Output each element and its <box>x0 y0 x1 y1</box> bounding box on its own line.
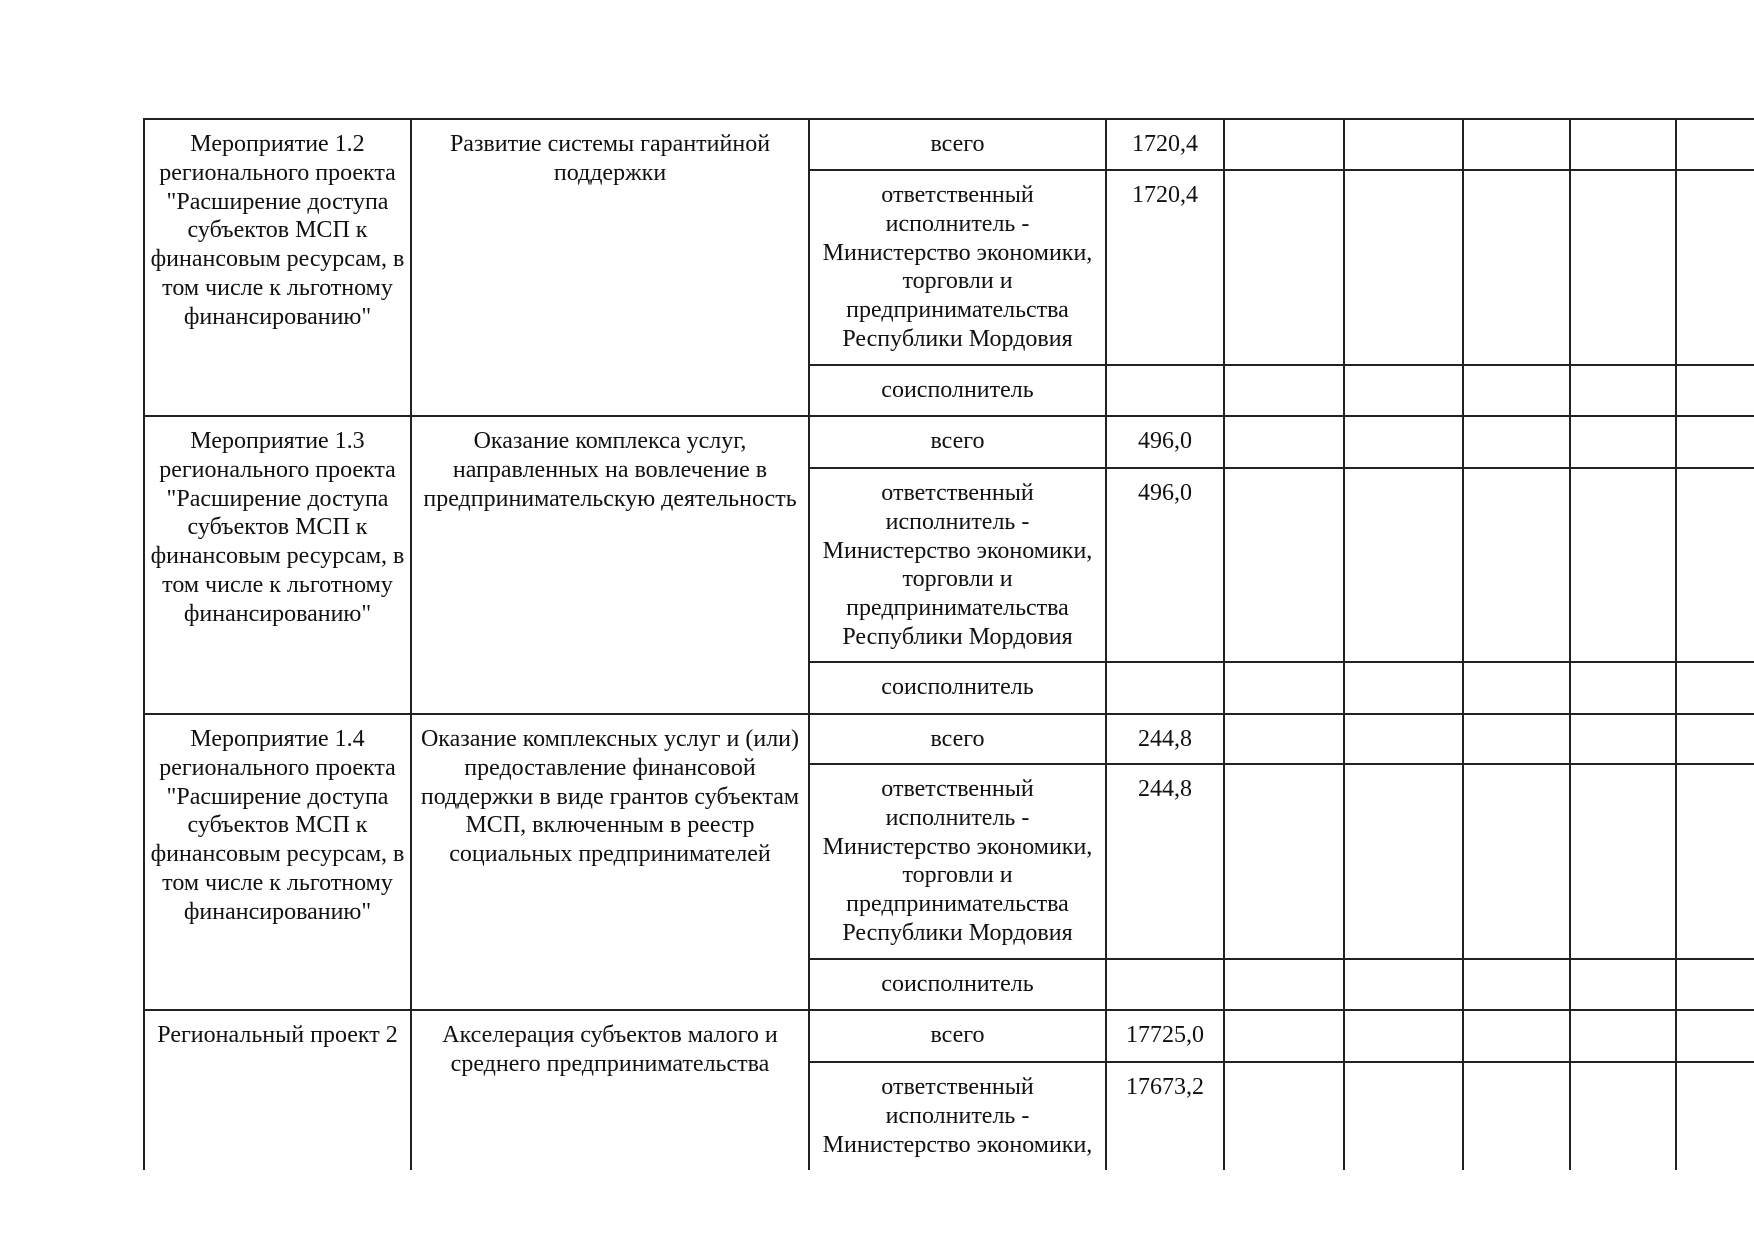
funding-source-cell: всего <box>809 1010 1106 1062</box>
measure-name-cell: Оказание комплекса услуг, направленных на вовлечение в предпринимательскую деятельность <box>411 416 809 714</box>
empty-year-cell <box>1570 119 1676 170</box>
empty-year-cell <box>1344 416 1463 468</box>
table-row <box>144 1010 1754 1062</box>
measure-cell: Мероприятие 1.3 регионального проекта "Расширение доступа субъектов МСП к финансовым ресурсам, в том числе к льготному финансированию" <box>144 416 411 714</box>
amount-cell: 496,0 <box>1106 468 1224 662</box>
empty-year-cell <box>1344 468 1463 662</box>
empty-year-cell <box>1224 714 1344 764</box>
measure-name-cell: Оказание комплексных услуг и (или) предоставление финансовой поддержки в виде грантов субъектам МСП, включенным в реестр социальных предпринимателей <box>411 714 809 1010</box>
empty-year-cell <box>1344 119 1463 170</box>
empty-year-cell <box>1463 170 1570 365</box>
empty-year-cell <box>1224 119 1344 170</box>
empty-year-cell <box>1344 662 1463 714</box>
empty-year-cell <box>1463 714 1570 764</box>
amount-cell: 1720,4 <box>1106 119 1224 170</box>
empty-year-cell <box>1570 959 1676 1010</box>
empty-year-cell <box>1344 1062 1463 1170</box>
table-row <box>144 119 1754 170</box>
empty-year-cell <box>1224 764 1344 959</box>
empty-year-cell <box>1224 1062 1344 1170</box>
measure-cell: Мероприятие 1.4 регионального проекта "Расширение доступа субъектов МСП к финансовым ресурсам, в том числе к льготному финансированию" <box>144 714 411 1010</box>
measure-cell: Региональный проект 2 <box>144 1010 411 1170</box>
empty-year-cell <box>1344 764 1463 959</box>
amount-cell: 496,0 <box>1106 416 1224 468</box>
empty-year-cell <box>1570 1062 1676 1170</box>
amount-cell: 17725,0 <box>1106 1010 1224 1062</box>
funding-source-cell: ответственный исполнитель - Министерство экономики, торговли и предпринимательства Республики Мордовия <box>809 170 1106 365</box>
empty-year-cell <box>1344 959 1463 1010</box>
empty-year-cell <box>1570 764 1676 959</box>
empty-year-cell <box>1224 468 1344 662</box>
empty-year-cell <box>1570 416 1676 468</box>
funding-source-cell: соисполнитель <box>809 662 1106 714</box>
amount-cell: 244,8 <box>1106 714 1224 764</box>
measure-name-cell: Акселерация субъектов малого и среднего предпринимательства <box>411 1010 809 1170</box>
empty-year-cell <box>1570 365 1676 416</box>
empty-year-cell <box>1463 959 1570 1010</box>
empty-year-cell <box>1676 1062 1754 1170</box>
amount-cell <box>1106 662 1224 714</box>
empty-year-cell <box>1224 662 1344 714</box>
amount-cell: 1720,4 <box>1106 170 1224 365</box>
empty-year-cell <box>1463 1010 1570 1062</box>
funding-source-cell: соисполнитель <box>809 959 1106 1010</box>
empty-year-cell <box>1463 119 1570 170</box>
budget-table-container <box>143 118 1754 1170</box>
empty-year-cell <box>1224 365 1344 416</box>
table-row <box>144 416 1754 468</box>
amount-cell: 244,8 <box>1106 764 1224 959</box>
empty-year-cell <box>1570 1010 1676 1062</box>
empty-year-cell <box>1676 959 1754 1010</box>
funding-source-cell: ответственный исполнитель - Министерство экономики, <box>809 1062 1106 1170</box>
empty-year-cell <box>1463 416 1570 468</box>
amount-cell: 17673,2 <box>1106 1062 1224 1170</box>
empty-year-cell <box>1676 416 1754 468</box>
empty-year-cell <box>1344 714 1463 764</box>
empty-year-cell <box>1224 959 1344 1010</box>
empty-year-cell <box>1676 468 1754 662</box>
measure-cell: Мероприятие 1.2 регионального проекта "Расширение доступа субъектов МСП к финансовым ресурсам, в том числе к льготному финансированию" <box>144 119 411 416</box>
empty-year-cell <box>1463 468 1570 662</box>
funding-source-cell: всего <box>809 416 1106 468</box>
funding-source-cell: ответственный исполнитель - Министерство экономики, торговли и предпринимательства Республики Мордовия <box>809 764 1106 959</box>
budget-table <box>143 118 1754 1170</box>
empty-year-cell <box>1344 365 1463 416</box>
funding-source-cell: всего <box>809 119 1106 170</box>
measure-name-cell: Развитие системы гарантийной поддержки <box>411 119 809 416</box>
empty-year-cell <box>1676 714 1754 764</box>
empty-year-cell <box>1570 468 1676 662</box>
empty-year-cell <box>1676 662 1754 714</box>
empty-year-cell <box>1570 714 1676 764</box>
empty-year-cell <box>1463 662 1570 714</box>
empty-year-cell <box>1676 170 1754 365</box>
empty-year-cell <box>1463 764 1570 959</box>
empty-year-cell <box>1463 365 1570 416</box>
empty-year-cell <box>1676 764 1754 959</box>
funding-source-cell: соисполнитель <box>809 365 1106 416</box>
funding-source-cell: всего <box>809 714 1106 764</box>
empty-year-cell <box>1676 365 1754 416</box>
empty-year-cell <box>1344 170 1463 365</box>
funding-source-cell: ответственный исполнитель - Министерство экономики, торговли и предпринимательства Республики Мордовия <box>809 468 1106 662</box>
empty-year-cell <box>1463 1062 1570 1170</box>
empty-year-cell <box>1344 1010 1463 1062</box>
amount-cell <box>1106 365 1224 416</box>
empty-year-cell <box>1224 1010 1344 1062</box>
empty-year-cell <box>1224 416 1344 468</box>
empty-year-cell <box>1676 119 1754 170</box>
empty-year-cell <box>1676 1010 1754 1062</box>
amount-cell <box>1106 959 1224 1010</box>
empty-year-cell <box>1570 170 1676 365</box>
empty-year-cell <box>1570 662 1676 714</box>
empty-year-cell <box>1224 170 1344 365</box>
table-row <box>144 714 1754 764</box>
